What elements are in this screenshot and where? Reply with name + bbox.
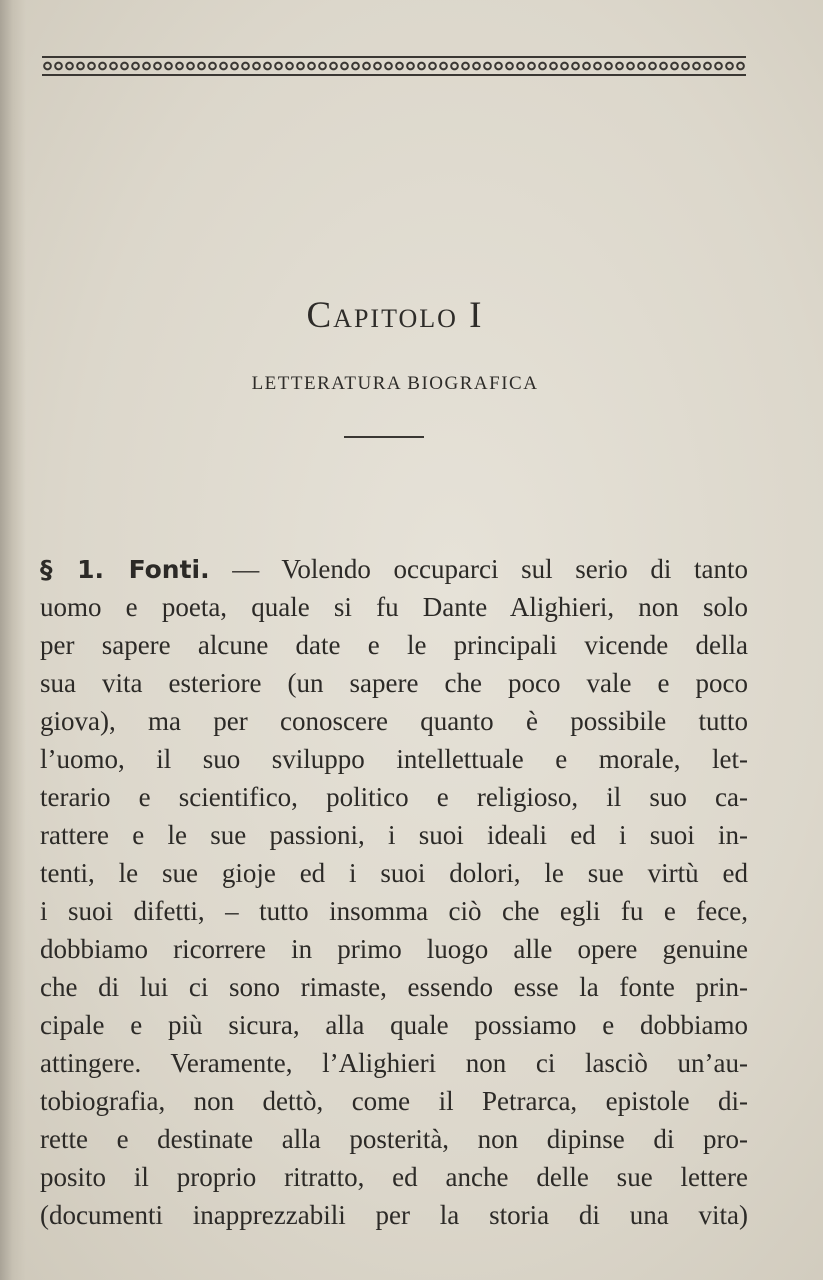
text-line: posito il proprio ritratto, ed anche delle sue lettere <box>40 1162 748 1192</box>
ornamental-header-band <box>42 56 746 78</box>
title-divider <box>344 436 424 438</box>
text-line: rette e destinate alla posterità, non dipinse di pro- <box>40 1124 748 1154</box>
gutter-shadow <box>0 0 26 1280</box>
text-line: terario e scientifico, politico e religioso, il suo ca- <box>40 782 748 812</box>
text-line: sua vita esteriore (un sapere che poco vale e poco <box>40 668 748 698</box>
text-line: giova), ma per conoscere quanto è possibile tutto <box>40 706 748 736</box>
text-line: che di lui ci sono rimaste, essendo esse la fonte prin- <box>40 972 748 1002</box>
text-line: per sapere alcune date e le principali vicende della <box>40 630 748 660</box>
ornament-rule-top <box>42 56 746 58</box>
text-line: l’uomo, il suo sviluppo intellettuale e morale, let- <box>40 744 748 774</box>
section-body <box>40 550 748 1234</box>
text-line: tobiografia, non dettò, come il Petrarca, epistole di- <box>40 1086 748 1116</box>
ornament-chain <box>42 61 746 71</box>
text-line <box>40 550 748 588</box>
text-line: tenti, le sue gioje ed i suoi dolori, le sue virtù ed <box>40 858 748 888</box>
text-line: rattere e le sue passioni, i suoi ideali ed i suoi in- <box>40 820 748 850</box>
text-line: dobbiamo ricorrere in primo luogo alle opere genuine <box>40 934 748 964</box>
chapter-subtitle: LETTERATURA BIOGRAFICA <box>251 373 539 394</box>
text-line: i suoi difetti, – tutto insomma ciò che egli fu e fece, <box>40 896 748 926</box>
text-line: (documenti inapprezzabili per la storia di una vita) <box>40 1200 748 1230</box>
section-heading: § 1. Fonti. <box>40 555 210 584</box>
chapter-title: Capitolo I <box>306 295 484 336</box>
text-line: uomo e poeta, quale si fu Dante Alighieri, non solo <box>40 592 748 622</box>
ornament-rule-bottom <box>42 74 746 76</box>
text-line: attingere. Veramente, l’Alighieri non ci lasciò un’au- <box>40 1048 748 1078</box>
text-line: cipale e più sicura, alla quale possiamo e dobbiamo <box>40 1010 748 1040</box>
text-line-content: — Volendo occuparci sul serio di tanto <box>209 554 748 584</box>
